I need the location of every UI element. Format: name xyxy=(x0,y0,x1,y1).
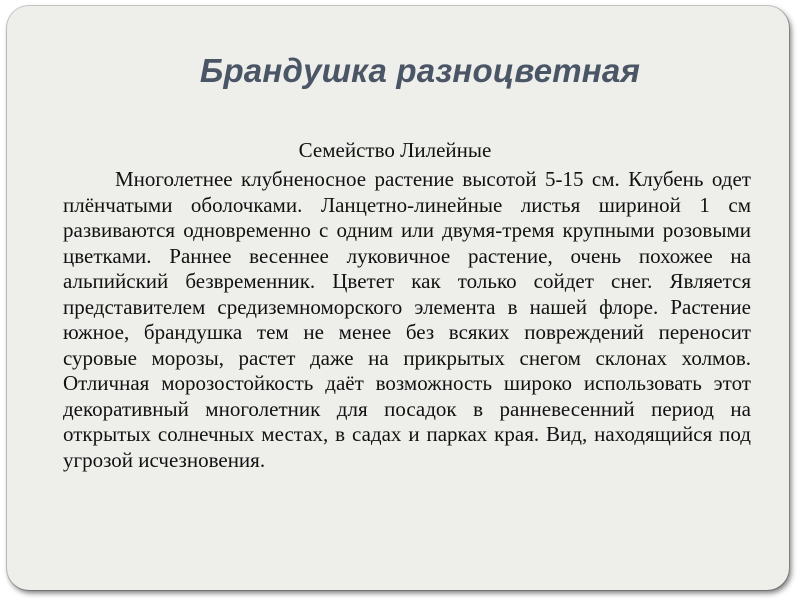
slide-title: Брандушка разноцветная xyxy=(199,52,641,89)
slide-body-text: Многолетнее клубненосное растение высотой 5-15 см. Клубень одет плёнчатыми оболочками. Ланцетно-линейные листья шириной 1 см развиваются одновременно с одним или двумя-тремя крупными розовыми цветками. Раннее весеннее луковичное растение, очень похожее на альпийский безвременник. Цветет как только сойдет снег. Является представителем средиземноморского элемента в нашей флоре. Растение южное, брандушка тем не менее без всяких повреждений переносит суровые морозы, растет даже на прикрытых снегом склонах холмов. Отличная морозостойкость даёт возможность широко использовать этот декоративный многолетник для посадок в ранневесенний период на открытых солнечных местах, в садах и парках края. Вид, находящийся под угрозой исчезновения. xyxy=(63,167,751,472)
slide-subtitle: Семейство Лилейные xyxy=(298,138,492,162)
